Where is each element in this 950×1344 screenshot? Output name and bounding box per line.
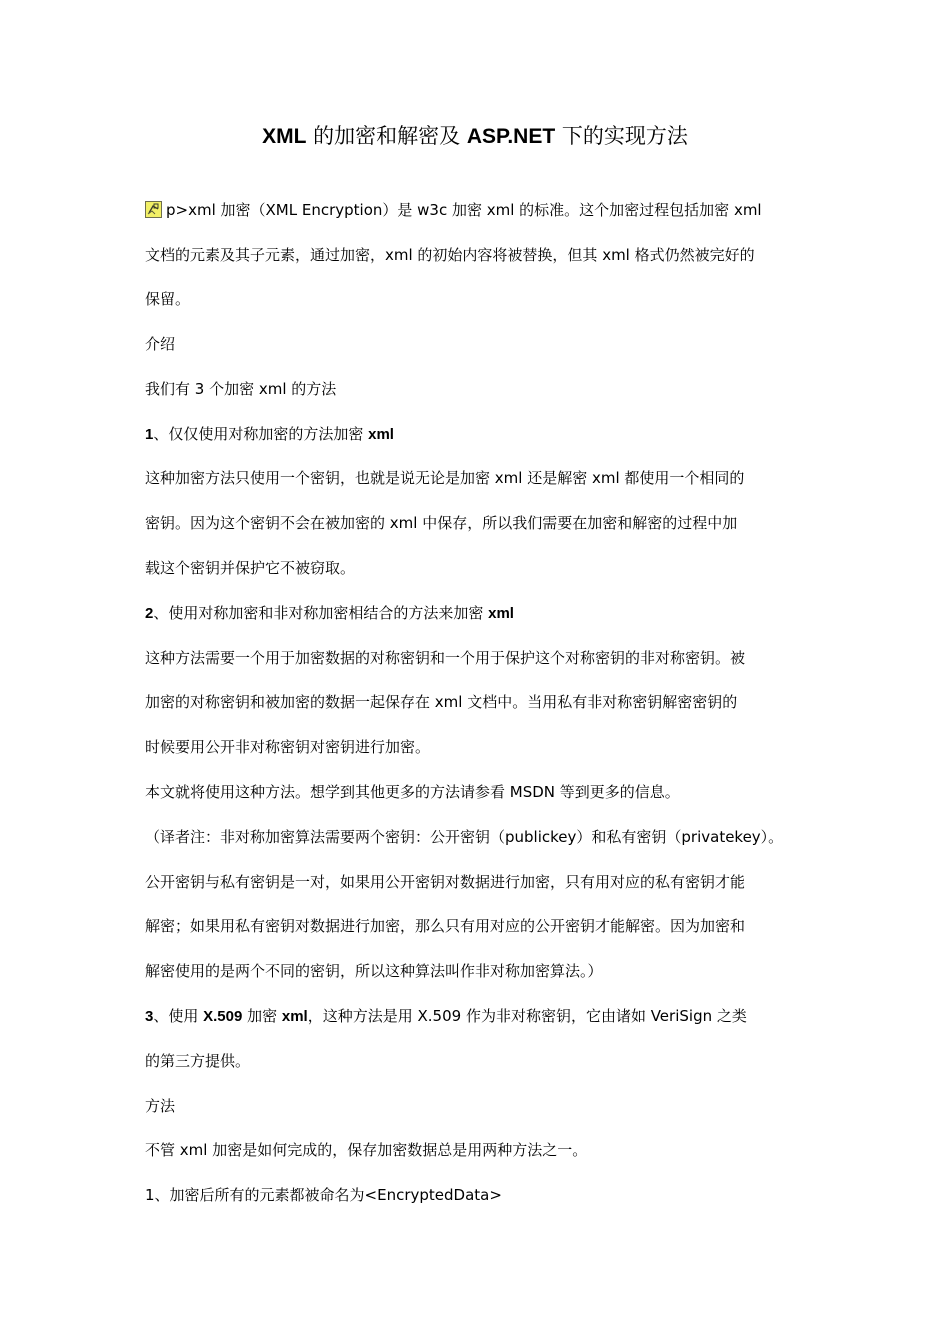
- list-heading-text: 、仅仅使用对称加密的方法加密: [153, 425, 369, 443]
- paragraph-line: 保留。: [145, 290, 191, 308]
- title-part-2: 的加密和解密及: [306, 124, 467, 148]
- list-heading-bold: xml: [281, 1008, 308, 1025]
- list-number: 2: [145, 605, 154, 622]
- paragraph-line: 的第三方提供。: [145, 1052, 251, 1070]
- list-heading-bold: xml: [368, 426, 394, 443]
- title-part-4: 下的实现方法: [555, 124, 688, 148]
- list-number: 3: [145, 1008, 154, 1025]
- list-heading-bold: xml: [488, 605, 514, 622]
- title-part-xml: XML: [262, 125, 307, 148]
- list-item-heading: [145, 602, 810, 625]
- paragraph-line: 文档的元素及其子元素，通过加密，xml 的初始内容将被替换，但其 xml 格式仍然被完好的: [145, 246, 755, 264]
- paragraph-line: 载这个密钥并保护它不被窃取。: [145, 559, 356, 577]
- paragraph-line: 加密的对称密钥和被加密的数据一起保存在 xml 文档中。当用私有非对称密钥解密密钥的: [145, 693, 738, 711]
- paragraph-line: 本文就将使用这种方法。想学到其他更多的方法请参看 MSDN 等到更多的信息。: [145, 783, 680, 801]
- paragraph-line: 时候要用公开非对称密钥对密钥进行加密。: [145, 738, 431, 756]
- document-title: [0, 121, 950, 152]
- list-heading-bold: X.509: [203, 1008, 243, 1025]
- list-item-heading: [145, 423, 810, 446]
- title-part-aspnet: ASP.NET: [466, 125, 556, 148]
- paragraph-line: 解密使用的是两个不同的密钥，所以这种算法叫作非对称加密算法。）: [145, 962, 603, 980]
- list-heading-text: ，这种方法是用 X.509 作为非对称密钥，它由诸如 VeriSign 之类: [307, 1007, 747, 1025]
- list-heading-text: 、使用对称加密和非对称加密相结合的方法来加密: [153, 604, 489, 622]
- paragraph-line: 这种加密方法只使用一个密钥，也就是说无论是加密 xml 还是解密 xml 都使用一个相同的: [145, 469, 745, 487]
- paragraph-line: 1、加密后所有的元素都被命名为<EncryptedData>: [145, 1186, 502, 1204]
- list-item-heading: [145, 1005, 810, 1028]
- paragraph-text: p>xml 加密（XML Encryption）是 w3c 加密 xml 的标准。这个加密过程包括加密 xml: [166, 201, 762, 219]
- paragraph-line: 我们有 3 个加密 xml 的方法: [145, 380, 337, 398]
- broken-image-icon: [145, 201, 162, 218]
- section-heading: 介绍: [145, 335, 176, 353]
- paragraph-line: 公开密钥与私有密钥是一对，如果用公开密钥对数据进行加密，只有用对应的私有密钥才能: [145, 873, 746, 891]
- section-heading: 方法: [145, 1097, 176, 1115]
- paragraph-line: [145, 199, 810, 221]
- paragraph-line: 解密；如果用私有密钥对数据进行加密，那么只有用对应的公开密钥才能解密。因为加密和: [145, 917, 746, 935]
- paragraph-line: 密钥。因为这个密钥不会在被加密的 xml 中保存，所以我们需要在加密和解密的过程中加: [145, 514, 738, 532]
- list-number: 1: [145, 426, 154, 443]
- paragraph-line: （译者注：非对称加密算法需要两个密钥：公开密钥（publickey）和私有密钥（privatekey）。: [145, 828, 784, 846]
- paragraph-line: 这种方法需要一个用于加密数据的对称密钥和一个用于保护这个对称密钥的非对称密钥。被: [145, 649, 746, 667]
- list-heading-text: 、使用: [153, 1007, 204, 1025]
- paragraph-line: 不管 xml 加密是如何完成的，保存加密数据总是用两种方法之一。: [145, 1141, 588, 1159]
- list-heading-text: 加密: [242, 1007, 282, 1025]
